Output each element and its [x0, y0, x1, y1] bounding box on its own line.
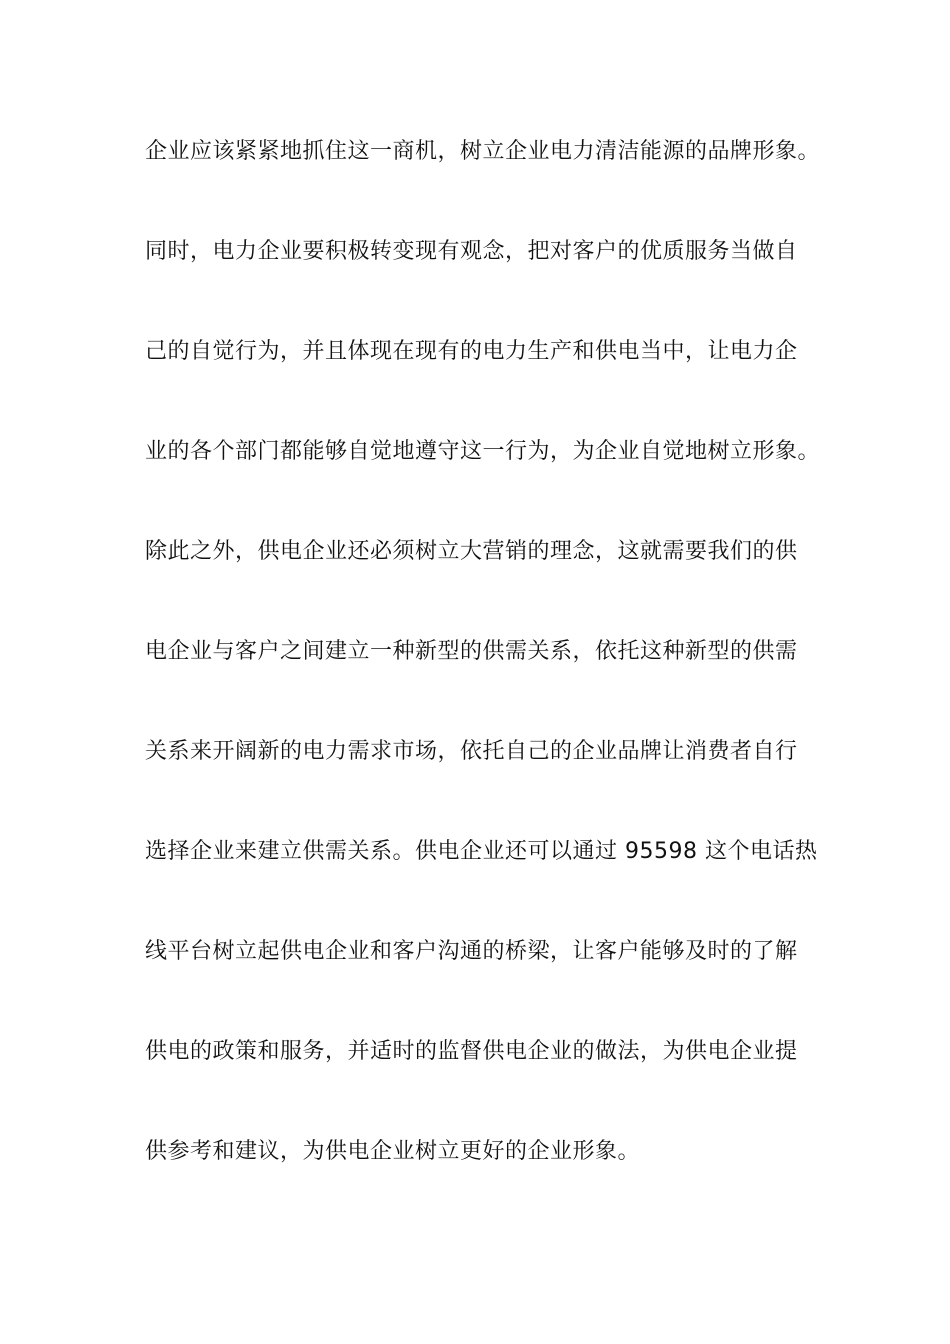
- text-line-10: 供电的政策和服务，并适时的监督供电企业的做法，为供电企业提: [145, 1039, 798, 1064]
- text-line-7: 关系来开阔新的电力需求市场，依托自己的企业品牌让消费者自行: [145, 739, 798, 764]
- text-line-8: 选择企业来建立供需关系。供电企业还可以通过 95598 这个电话热: [145, 839, 818, 864]
- text-line-3: 己的自觉行为，并且体现在现有的电力生产和供电当中，让电力企: [145, 339, 798, 364]
- body-text: [145, 130, 821, 1230]
- text-line-5: 除此之外，供电企业还必须树立大营销的理念，这就需要我们的供: [145, 539, 798, 564]
- text-line-4: 业的各个部门都能够自觉地遵守这一行为，为企业自觉地树立形象。: [145, 439, 821, 464]
- text-line-2: 同时，电力企业要积极转变现有观念，把对客户的优质服务当做自: [145, 239, 798, 264]
- text-line-1: 企业应该紧紧地抓住这一商机，树立企业电力清洁能源的品牌形象。: [145, 139, 821, 164]
- text-line-6: 电企业与客户之间建立一种新型的供需关系，依托这种新型的供需: [145, 639, 798, 664]
- text-line-11: 供参考和建议，为供电企业树立更好的企业形象。: [145, 1139, 641, 1164]
- text-line-9: 线平台树立起供电企业和客户沟通的桥梁，让客户能够及时的了解: [145, 939, 798, 964]
